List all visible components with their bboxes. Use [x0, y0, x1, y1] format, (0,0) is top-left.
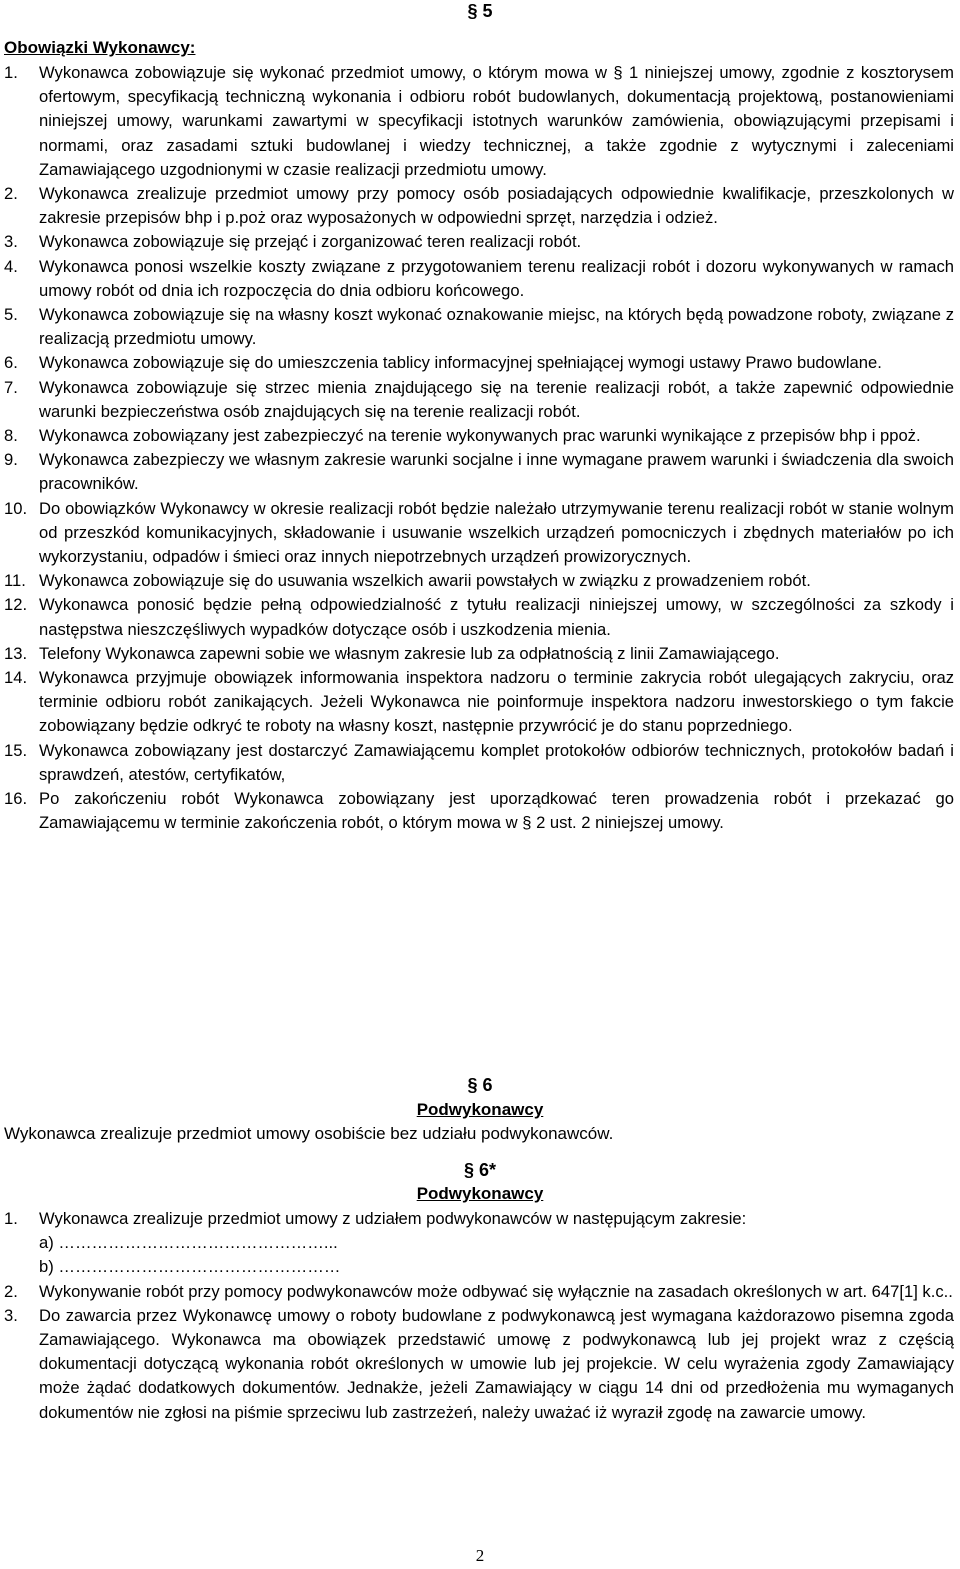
item-number: 3.	[4, 232, 18, 252]
list-item	[0, 376, 954, 424]
item-number: 13.	[4, 643, 28, 663]
item-number: 16.	[4, 789, 28, 809]
list-item	[0, 1207, 954, 1231]
item-text: Telefony Wykonawca zapewni sobie we własnym zakresie lub za odpłatnością z linii Zamawiającego.	[39, 643, 780, 663]
item-text: Do zawarcia przez Wykonawcę umowy o roboty budowlane z podwykonawcą jest wymagana każdorazowo pisemna zgoda Zamawiającego. Wykonawca ma obowiązek przedstawić umowę z podwykonawcą lub jej projekt wraz z częścią dokumentacji dotyczącą wykonania robót określonych w umowie lub jej projekcie. W celu wyrażenia zgody Zamawiający może żądać dodatkowych dokumentów. Jednakże, jeżeli Zamawiający w ciągu 14 dni od przedłożenia mu wymaganych dokumentów nie zgłosi na piśmie sprzeciwu lub zastrzeżeń, należy uważać iż wyraził zgodę na zawarcie umowy.	[39, 1305, 954, 1422]
list-item	[0, 351, 954, 375]
item-number: 8.	[4, 426, 18, 446]
item-text: Wykonawca zobowiązany jest zabezpieczyć na terenie wykonywanych prac warunki wynikające z przepisów bhp i ppoż.	[39, 426, 921, 446]
section-5-heading: Obowiązki Wykonawcy:	[4, 38, 196, 57]
item-text: Wykonawca zobowiązuje się do umieszczenia tablicy informacyjnej spełniającej wymogi ustawy Prawo budowlane.	[39, 353, 882, 373]
list-item	[0, 1280, 954, 1304]
list-item	[0, 1304, 954, 1425]
list-item	[0, 739, 954, 787]
list-item	[0, 61, 954, 182]
list-item	[0, 230, 954, 254]
list-item	[0, 424, 954, 448]
item-number: 3.	[4, 1305, 18, 1325]
item-number: 1.	[4, 1209, 18, 1228]
blank-line-a: a) …………………………………………...	[39, 1233, 338, 1253]
item-text: Do obowiązków Wykonawcy w okresie realizacji robót będzie należało utrzymywanie terenu realizacji robót w stanie wolnym od przeszkód komunikacyjnych, składowanie i usuwanie wszelkich urządzeń pomocniczych i zbędnych materiałów po ich wykorzystaniu, odpadów i śmieci oraz innych niepotrzebnych urządzeń prowizorycznych.	[39, 498, 954, 567]
item-text: Wykonywanie robót przy pomocy podwykonawców może odbywać się wyłącznie na zasadach określonych w art. 647[1] k.c..	[39, 1281, 953, 1301]
list-item	[0, 593, 954, 641]
section-6-text: Wykonawca zrealizuje przedmiot umowy osobiście bez udziału podwykonawców.	[4, 1124, 614, 1143]
list-item	[0, 787, 954, 835]
list-item	[0, 569, 954, 593]
list-item	[0, 182, 954, 230]
item-text: Wykonawca zobowiązuje się przejąć i zorganizować teren realizacji robót.	[39, 232, 582, 252]
item-number: 11.	[4, 571, 26, 591]
item-text: Po zakończeniu robót Wykonawca zobowiązany jest uporządkować teren prowadzenia robót i przekazać go Zamawiającemu w terminie zakończenia robót, o którym mowa w § 2 ust. 2 niniejszej umowy.	[39, 789, 954, 833]
item-number: 7.	[4, 377, 18, 397]
item-text: Wykonawca zobowiązuje się do usuwania wszelkich awarii powstałych w związku z prowadzeniem robót.	[39, 571, 811, 591]
list-item	[0, 448, 954, 496]
item-number: 10.	[4, 498, 28, 518]
list-item	[0, 666, 954, 739]
item-text: Wykonawca zrealizuje przedmiot umowy przy pomocy osób posiadających odpowiednie kwalifikacje, przeszkolonych w zakresie przepisów bhp i p.poż oraz wyposażonych w odpowiedni sprzęt, narzędzia i odzież.	[39, 184, 954, 228]
section-6-star-list	[0, 1207, 954, 1425]
item-number: 4.	[4, 256, 18, 276]
item-text: Wykonawca zobowiązany jest dostarczyć Zamawiającemu komplet protokołów odbiorów technicznych, protokołów badań i sprawdzeń, atestów, certyfikatów,	[39, 740, 954, 784]
section-5-obligations-list	[0, 61, 954, 836]
item-number: 15.	[4, 740, 28, 760]
list-item	[0, 642, 954, 666]
item-text: Wykonawca zobowiązuje się strzec mienia znajdującego się na terenie realizacji robót, a także zapewnić odpowiednie warunki bezpieczeństwa osób znajdujących się na terenie realizacji robót.	[39, 377, 954, 421]
item-text: Wykonawca zabezpieczy we własnym zakresie warunki socjalne i inne wymagane prawem warunki i świadczenia dla swoich pracowników.	[39, 450, 954, 494]
item-text: Wykonawca przyjmuje obowiązek informowania inspektora nadzoru o terminie zakrycia robót ulegających zakryciu, oraz terminie odbioru robót zanikających. Jeżeli Wykonawca nie poinformuje inspektora nadzoru inwestorskiego o tym fakcie zobowiązany będzie odkryć te roboty na własny koszt, następnie przywrócić je do stanu poprzedniego.	[39, 668, 954, 736]
item-text: Wykonawca ponosi wszelkie koszty związane z przygotowaniem terenu realizacji robót i dozoru wykonywanych w ramach umowy robót od dnia ich rozpoczęcia do dnia odbioru końcowego.	[39, 256, 954, 300]
page-number: 2	[475, 1546, 485, 1565]
list-item	[0, 303, 954, 351]
item-text: Wykonawca zobowiązuje się na własny koszt wykonać oznakowanie miejsc, na których będą powadzone roboty, związane z realizacją przedmiotu umowy.	[39, 305, 954, 349]
section-6-number: § 6	[467, 1075, 493, 1095]
section-6-star-title: Podwykonawcy	[416, 1184, 544, 1203]
list-item	[0, 255, 954, 303]
item-number: 2.	[4, 184, 18, 204]
section-6-star-number: § 6*	[463, 1160, 497, 1180]
item-text: Wykonawca zrealizuje przedmiot umowy z udziałem podwykonawców w następującym zakresie:	[39, 1209, 747, 1228]
blank-line-b: b) ……………………………………………	[39, 1257, 341, 1277]
item-number: 14.	[4, 668, 28, 688]
section-5-number: § 5	[467, 1, 493, 21]
item-number: 5.	[4, 305, 18, 325]
item-text: Wykonawca zobowiązuje się wykonać przedmiot umowy, o którym mowa w § 1 niniejszej umowy, zgodnie z kosztorysem ofertowym, specyfikacją techniczną wykonania i odbioru robót budowlanych, dokumentacją projektową, postanowieniami niniejszej umowy, warunkami zawartymi w specyfikacji istotnych warunków zamówienia, obowiązującymi przepisami i normami, oraz zasadami sztuki budowlanej i wiedzy technicznej, a także zgodnie z wytycznymi i zaleceniami Zamawiającego uzgodnionymi w czasie realizacji przedmiotu umowy.	[39, 63, 954, 179]
item-number: 12.	[4, 595, 28, 615]
section-6-title: Podwykonawcy	[416, 1100, 544, 1119]
item-number: 6.	[4, 353, 18, 373]
item-text: Wykonawca ponosić będzie pełną odpowiedzialność z tytułu realizacji niniejszej umowy, w szczególności za szkody i następstwa nieszczęśliwych wypadków dotyczące osób i uszkodzenia mienia.	[39, 595, 954, 639]
item-number: 2.	[4, 1281, 18, 1301]
item-number: 9.	[4, 450, 18, 470]
item-number: 1.	[4, 63, 18, 82]
list-item	[0, 497, 954, 570]
